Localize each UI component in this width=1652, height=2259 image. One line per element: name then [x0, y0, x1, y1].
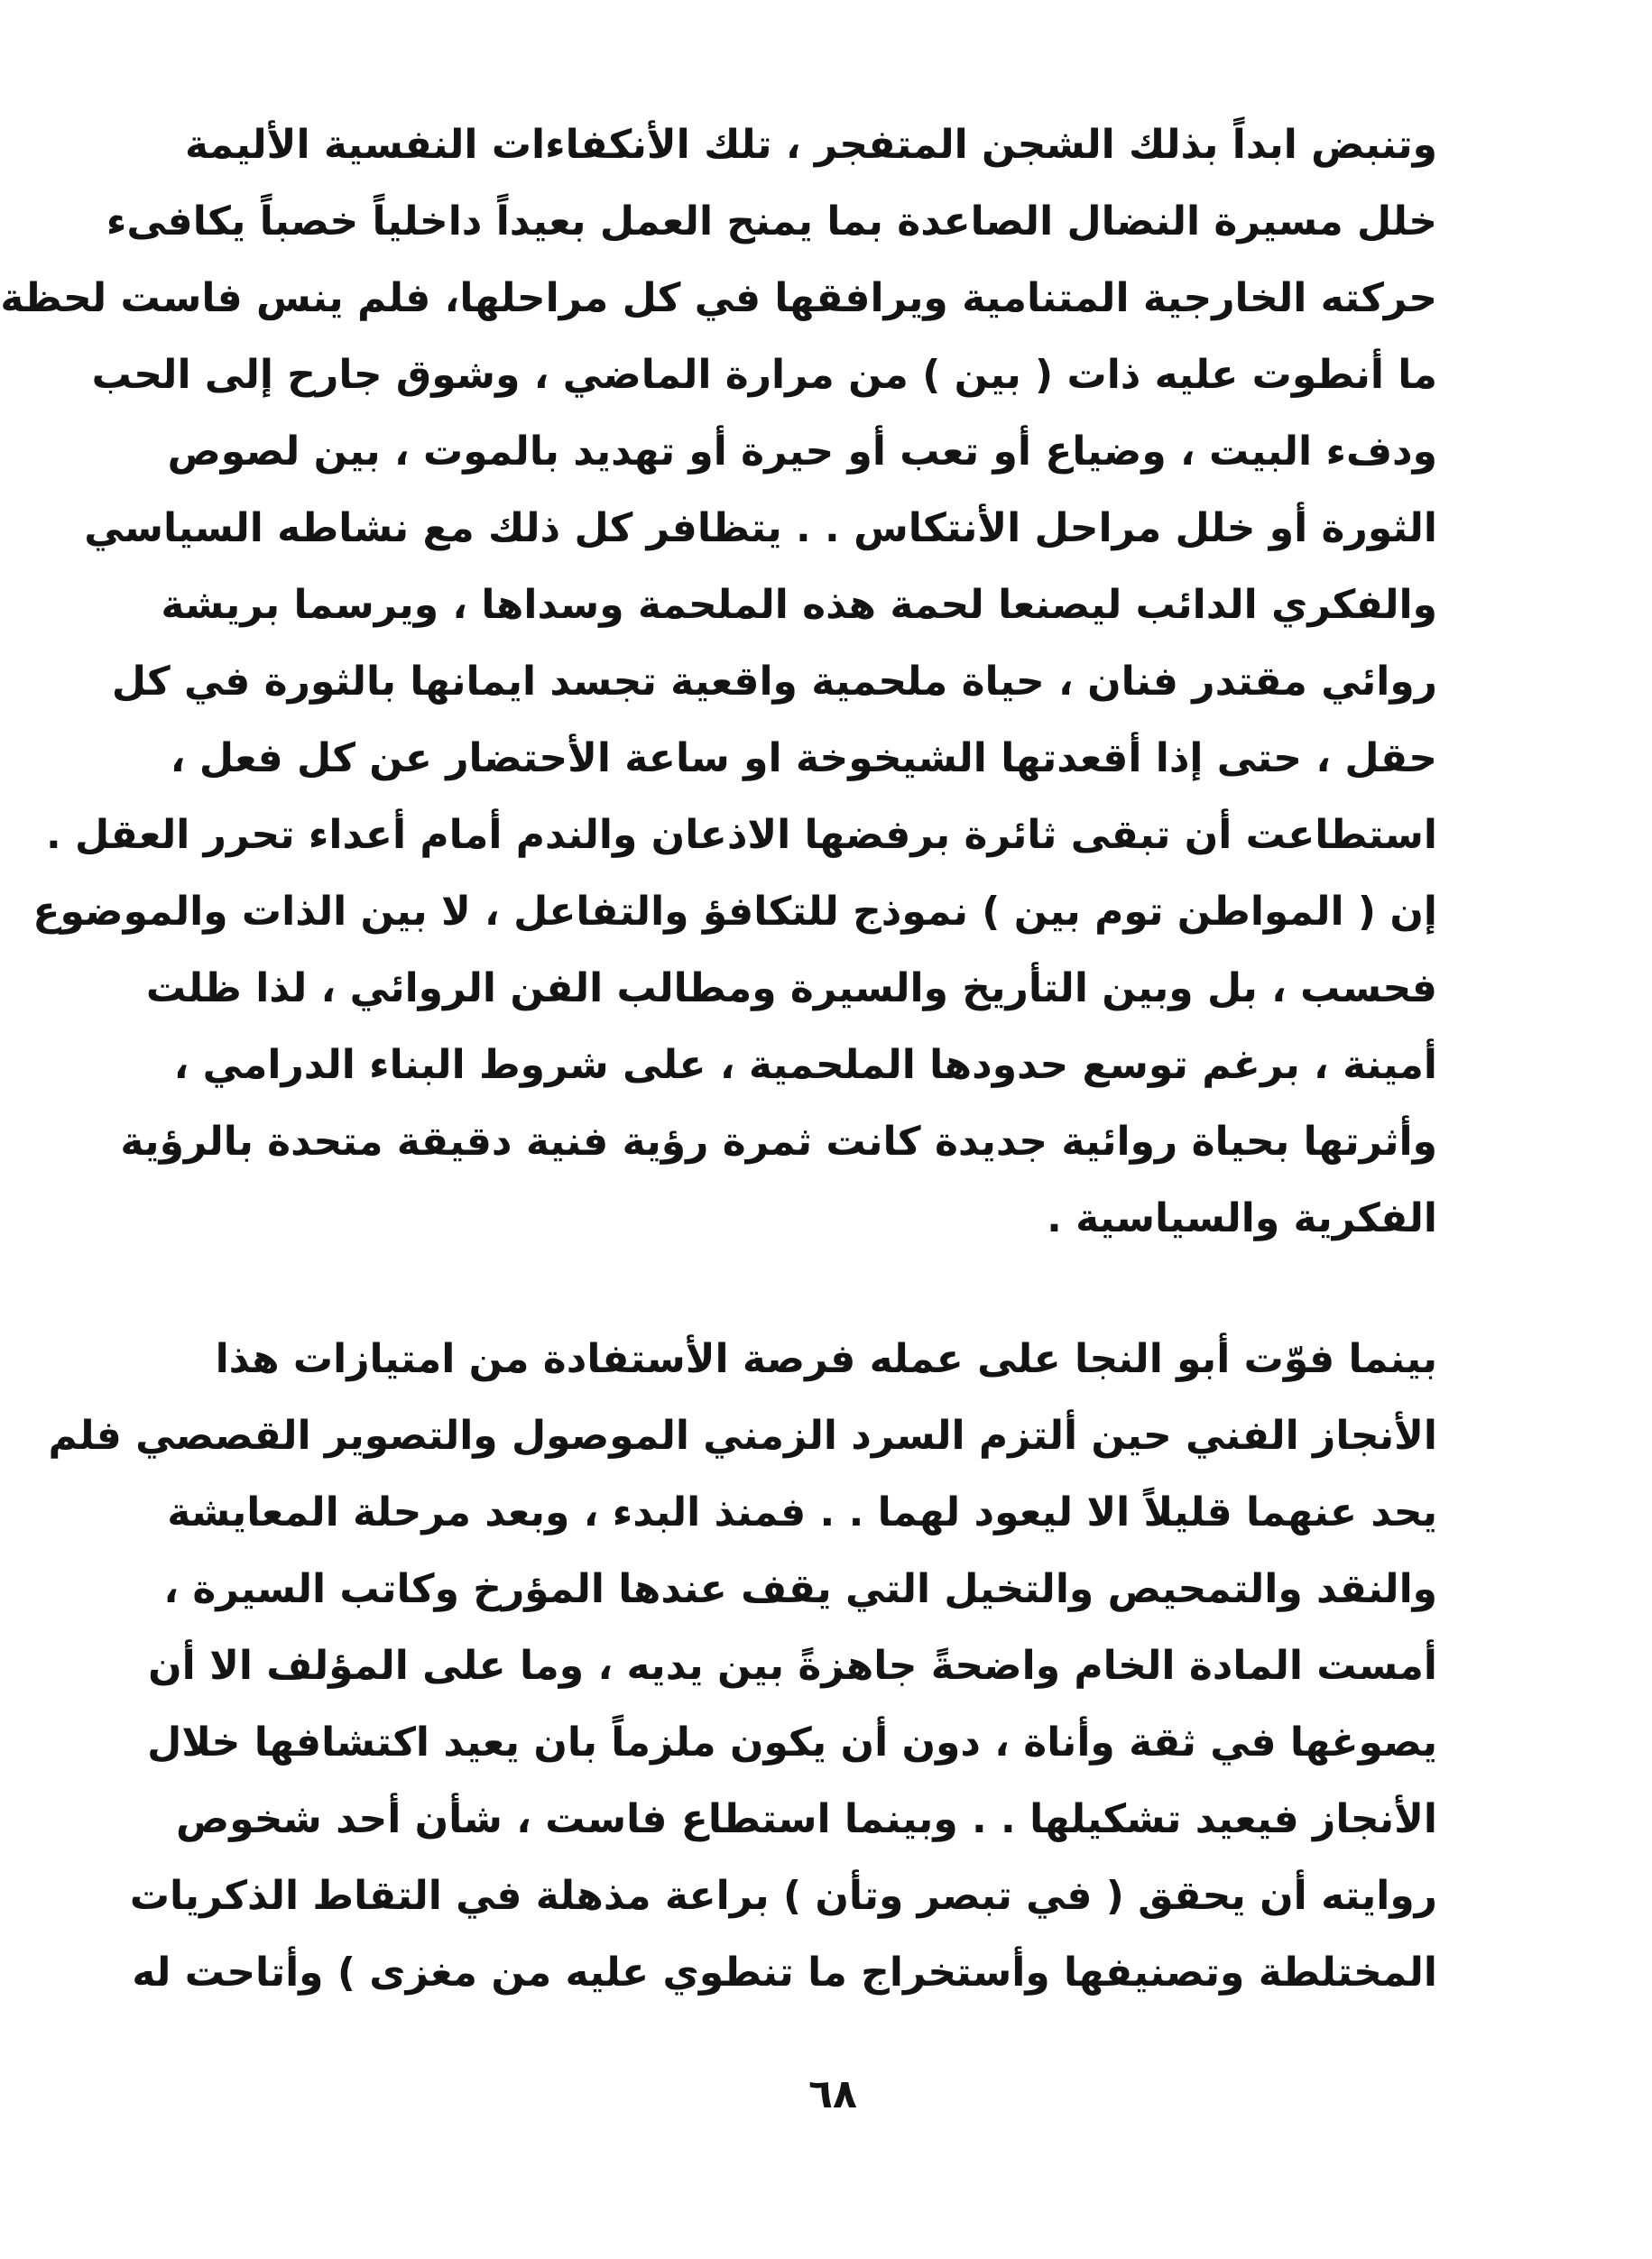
- text-line: المختلطة وتصنيفها وأستخراج ما تنطوي عليه من مغزى ) وأتاحت له: [132, 1950, 1437, 1996]
- text-line: إن ( المواطن توم بين ) نموذج للتكافؤ والتفاعل ، لا بين الذات والموضوع: [32, 889, 1437, 935]
- text-line: حركته الخارجية المتنامية ويرافقها في كل مراحلها، فلم ينس فاست لحظة: [0, 275, 1437, 321]
- text-line: أمينة ، برغم توسع حدودها الملحمية ، على شروط البناء الدرامي ،: [173, 1042, 1437, 1088]
- text-line: خلل مسيرة النضال الصاعدة بما يمنح العمل بعيداً داخلياً خصباً يكافىء: [106, 198, 1437, 244]
- paragraph-1: [0, 106, 1437, 1257]
- text-line: أمست المادة الخام واضحةً جاهزةً بين يديه ، وما على المؤلف الا أن: [148, 1643, 1437, 1689]
- page-number: ٦٨: [808, 2071, 857, 2117]
- text-line: الثورة أو خلل مراحل الأنتكاس . . يتظافر كل ذلك مع نشاطه السياسي: [84, 505, 1437, 551]
- text-line: يحد عنهما قليلاً الا ليعود لهما . . فمنذ البدء ، وبعد مرحلة المعايشة: [167, 1489, 1437, 1535]
- text-line: فحسب ، بل وبين التأريخ والسيرة ومطالب الفن الروائي ، لذا ظلت: [145, 965, 1437, 1011]
- text-line: وتنبض ابداً بذلك الشجن المتفجر ، تلك الأنكفاءات النفسية الأليمة: [185, 122, 1437, 168]
- text-line: الأنجاز فيعيد تشكيلها . . وبينما استطاع فاست ، شأن أحد شخوص: [176, 1796, 1437, 1842]
- text-line: الفكرية والسياسية .: [1047, 1195, 1437, 1241]
- text-line: وأثرتها بحياة روائية جديدة كانت ثمرة رؤية فنية دقيقة متحدة بالرؤية: [120, 1119, 1437, 1165]
- text-line: استطاعت أن تبقى ثائرة برفضها الاذعان والندم أمام أعداء تحرر العقل .: [45, 812, 1437, 858]
- text-line: ما أنطوت عليه ذات ( بين ) من مرارة الماضي ، وشوق جارح إلى الحب: [91, 352, 1437, 398]
- text-line: والنقد والتمحيص والتخيل التي يقف عندها المؤرخ وكاتب السيرة ،: [163, 1566, 1437, 1612]
- text-line: والفكري الدائب ليصنعا لحمة هذه الملحمة وسداها ، ويرسما بريشة: [161, 582, 1437, 628]
- paragraph-2: [48, 1321, 1437, 2011]
- text-line: الأنجاز الفني حين ألتزم السرد الزمني الموصول والتصوير القصصي فلم: [48, 1413, 1437, 1459]
- text-line: روائي مقتدر فنان ، حياة ملحمية واقعية تجسد ايمانها بالثورة في كل: [111, 659, 1437, 705]
- text-line: بينما فوّت أبو النجا على عمله فرصة الأستفادة من امتيازات هذا: [215, 1336, 1437, 1382]
- text-line: حقل ، حتى إذا أقعدتها الشيخوخة او ساعة الأحتضار عن كل فعل ،: [170, 735, 1437, 781]
- text-line: ودفء البيت ، وضياع أو تعب أو حيرة أو تهديد بالموت ، بين لصوص: [167, 429, 1437, 475]
- text-line: يصوغها في ثقة وأناة ، دون أن يكون ملزماً بان يعيد اكتشافها خلال: [147, 1720, 1437, 1766]
- text-line: روايته أن يحقق ( في تبصر وتأن ) براعة مذهلة في التقاط الذكريات: [129, 1873, 1437, 1919]
